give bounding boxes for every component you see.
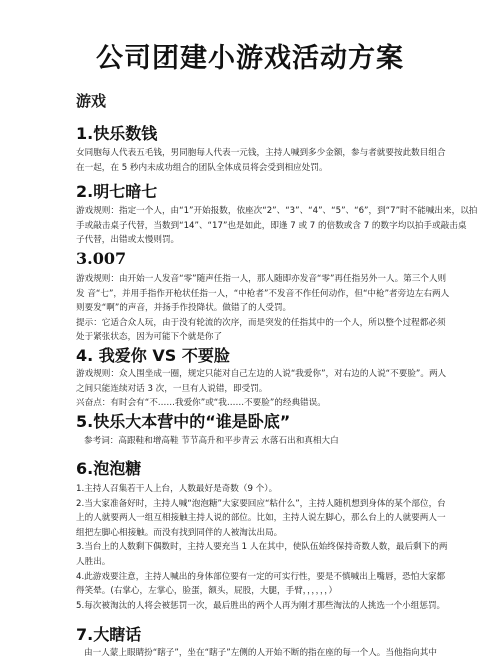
game-3-line: 游戏规则：由开始一人发音“零”随声任指一人，那人随即亦发音“零”再任指另外一人。第三个人则 xyxy=(76,274,447,284)
game-6-heading: 6.泡泡糖 xyxy=(76,459,142,478)
game-4-text xyxy=(76,367,447,411)
game-2-line: 游戏规则：指定一个人，由“1”开始报数，依座次“2”、“3”、“4”、“5”、“6”，到“7”时不能喊出来，以拍 xyxy=(76,206,478,216)
game-6-line: 人胜出。 xyxy=(76,556,111,567)
game-1-heading: 1.快乐数钱 xyxy=(76,124,158,143)
game-3-line: 则要发“啊”的声音，并扬手作投降状。做错了的人受罚。 xyxy=(76,303,292,314)
game-4-heading: 4. 我爱你 VS 不要脸 xyxy=(76,346,230,365)
game-7-text xyxy=(84,646,440,661)
game-7-heading: 7.大瞎话 xyxy=(76,625,142,644)
game-2-line: 子代替，出错或太慢则罚。 xyxy=(76,235,180,246)
game-6-line: 5.每次被淘汰的人将会被惩罚一次，最后胜出的两个人再为刚才那些淘汰的人挑选一个小组惩罚。 xyxy=(76,600,446,611)
game-6-line: 组把左脚心相接触。而没有找到同伴的人被淘汰出局。 xyxy=(76,527,283,538)
game-2-text xyxy=(76,204,478,248)
game-6-text xyxy=(76,482,448,613)
game-6-line: 3.当台上的人数剩下偶数时，主持人要充当 1 人在其中，使队伍始终保持奇数人数，最后剩下的两 xyxy=(76,542,448,553)
game-6-line: 1.主持人召集若干人上台，人数最好是奇数（9 个）。 xyxy=(76,484,278,494)
game-5-text xyxy=(84,434,440,449)
game-7-line: 由一人蒙上眼睛扮“瞎子”，坐在“瞎子”左侧的人开始不断的指在座的每一个人。当他指向其中 xyxy=(84,648,437,658)
page-title: 公司团建小游戏活动方案 xyxy=(96,43,404,74)
game-3-line: 发 音“七”，并用手指作开枪状任指一人，“中枪者”不发音不作任何动作，但“中枪”者旁边左右两人 xyxy=(76,288,450,299)
game-5-heading: 5.快乐大本营中的“谁是卧底” xyxy=(76,412,291,431)
game-3-line: 处于紧张状态，因为可能下个就是你了 xyxy=(76,332,223,343)
game-4-line: 游戏规则：众人围坐成一圈，规定只能对自己左边的人说“我爱你”，对右边的人说“不要脸”。两人 xyxy=(76,369,447,379)
game-1-line: 女同胞每人代表五毛钱，男同胞每人代表一元钱，主持人喊到多少金额，参与者就要按此数目组合 xyxy=(76,148,446,158)
game-6-line: 得笑晕。(右掌心，左掌心，脸蛋，额头，屁股，大腿，手臂，，，，，，） xyxy=(76,586,338,597)
game-2-line: 手或敲击桌子代替，当数到“14”、“17”也是如此，即逢 7 或 7 的倍数或含 7 的数字均以拍手或敲击桌 xyxy=(76,220,467,231)
game-5-line: 参考词：高跟鞋和增高鞋 节节高升和平步青云 水落石出和真相大白 xyxy=(84,436,339,446)
game-6-line: 2.当大家准备好时，主持人喊“泡泡糖”大家要回应“粘什么”，主持人随机想到身体的某个部位，台 xyxy=(76,498,446,509)
game-1-text xyxy=(76,146,446,175)
section-label: 游戏 xyxy=(76,92,107,110)
game-1-line: 在一起，在 5 秒内未成功组合的团队全体成员将会受到相应处罚。 xyxy=(76,162,328,173)
game-3-text xyxy=(76,272,450,345)
game-4-line: 之间只能连续对话 3 次，一旦有人说错，即受罚。 xyxy=(76,383,268,394)
game-6-line: 上的人就要两人一组互相接触主持人说的部位。比如，主持人说左脚心，那么台上的人就要两人一 xyxy=(76,513,446,524)
game-4-line: 兴奋点：有时会有“不……我爱你”或“我……不要脸”的经典错误。 xyxy=(76,398,326,409)
game-3-heading-text: 3.007 xyxy=(76,249,127,268)
game-3-line: 提示：它适合众人玩，由于没有轮流的次序，而是突发的任指其中的一个人，所以整个过程都必须 xyxy=(76,317,446,328)
game-3-heading xyxy=(76,249,126,268)
game-2-heading: 2.明七暗七 xyxy=(76,182,158,201)
game-6-line: 4.此游戏要注意，主持人喊出的身体部位要有一定的可实行性，要是不慎喊出上嘴唇，恐怕大家都 xyxy=(76,571,446,582)
